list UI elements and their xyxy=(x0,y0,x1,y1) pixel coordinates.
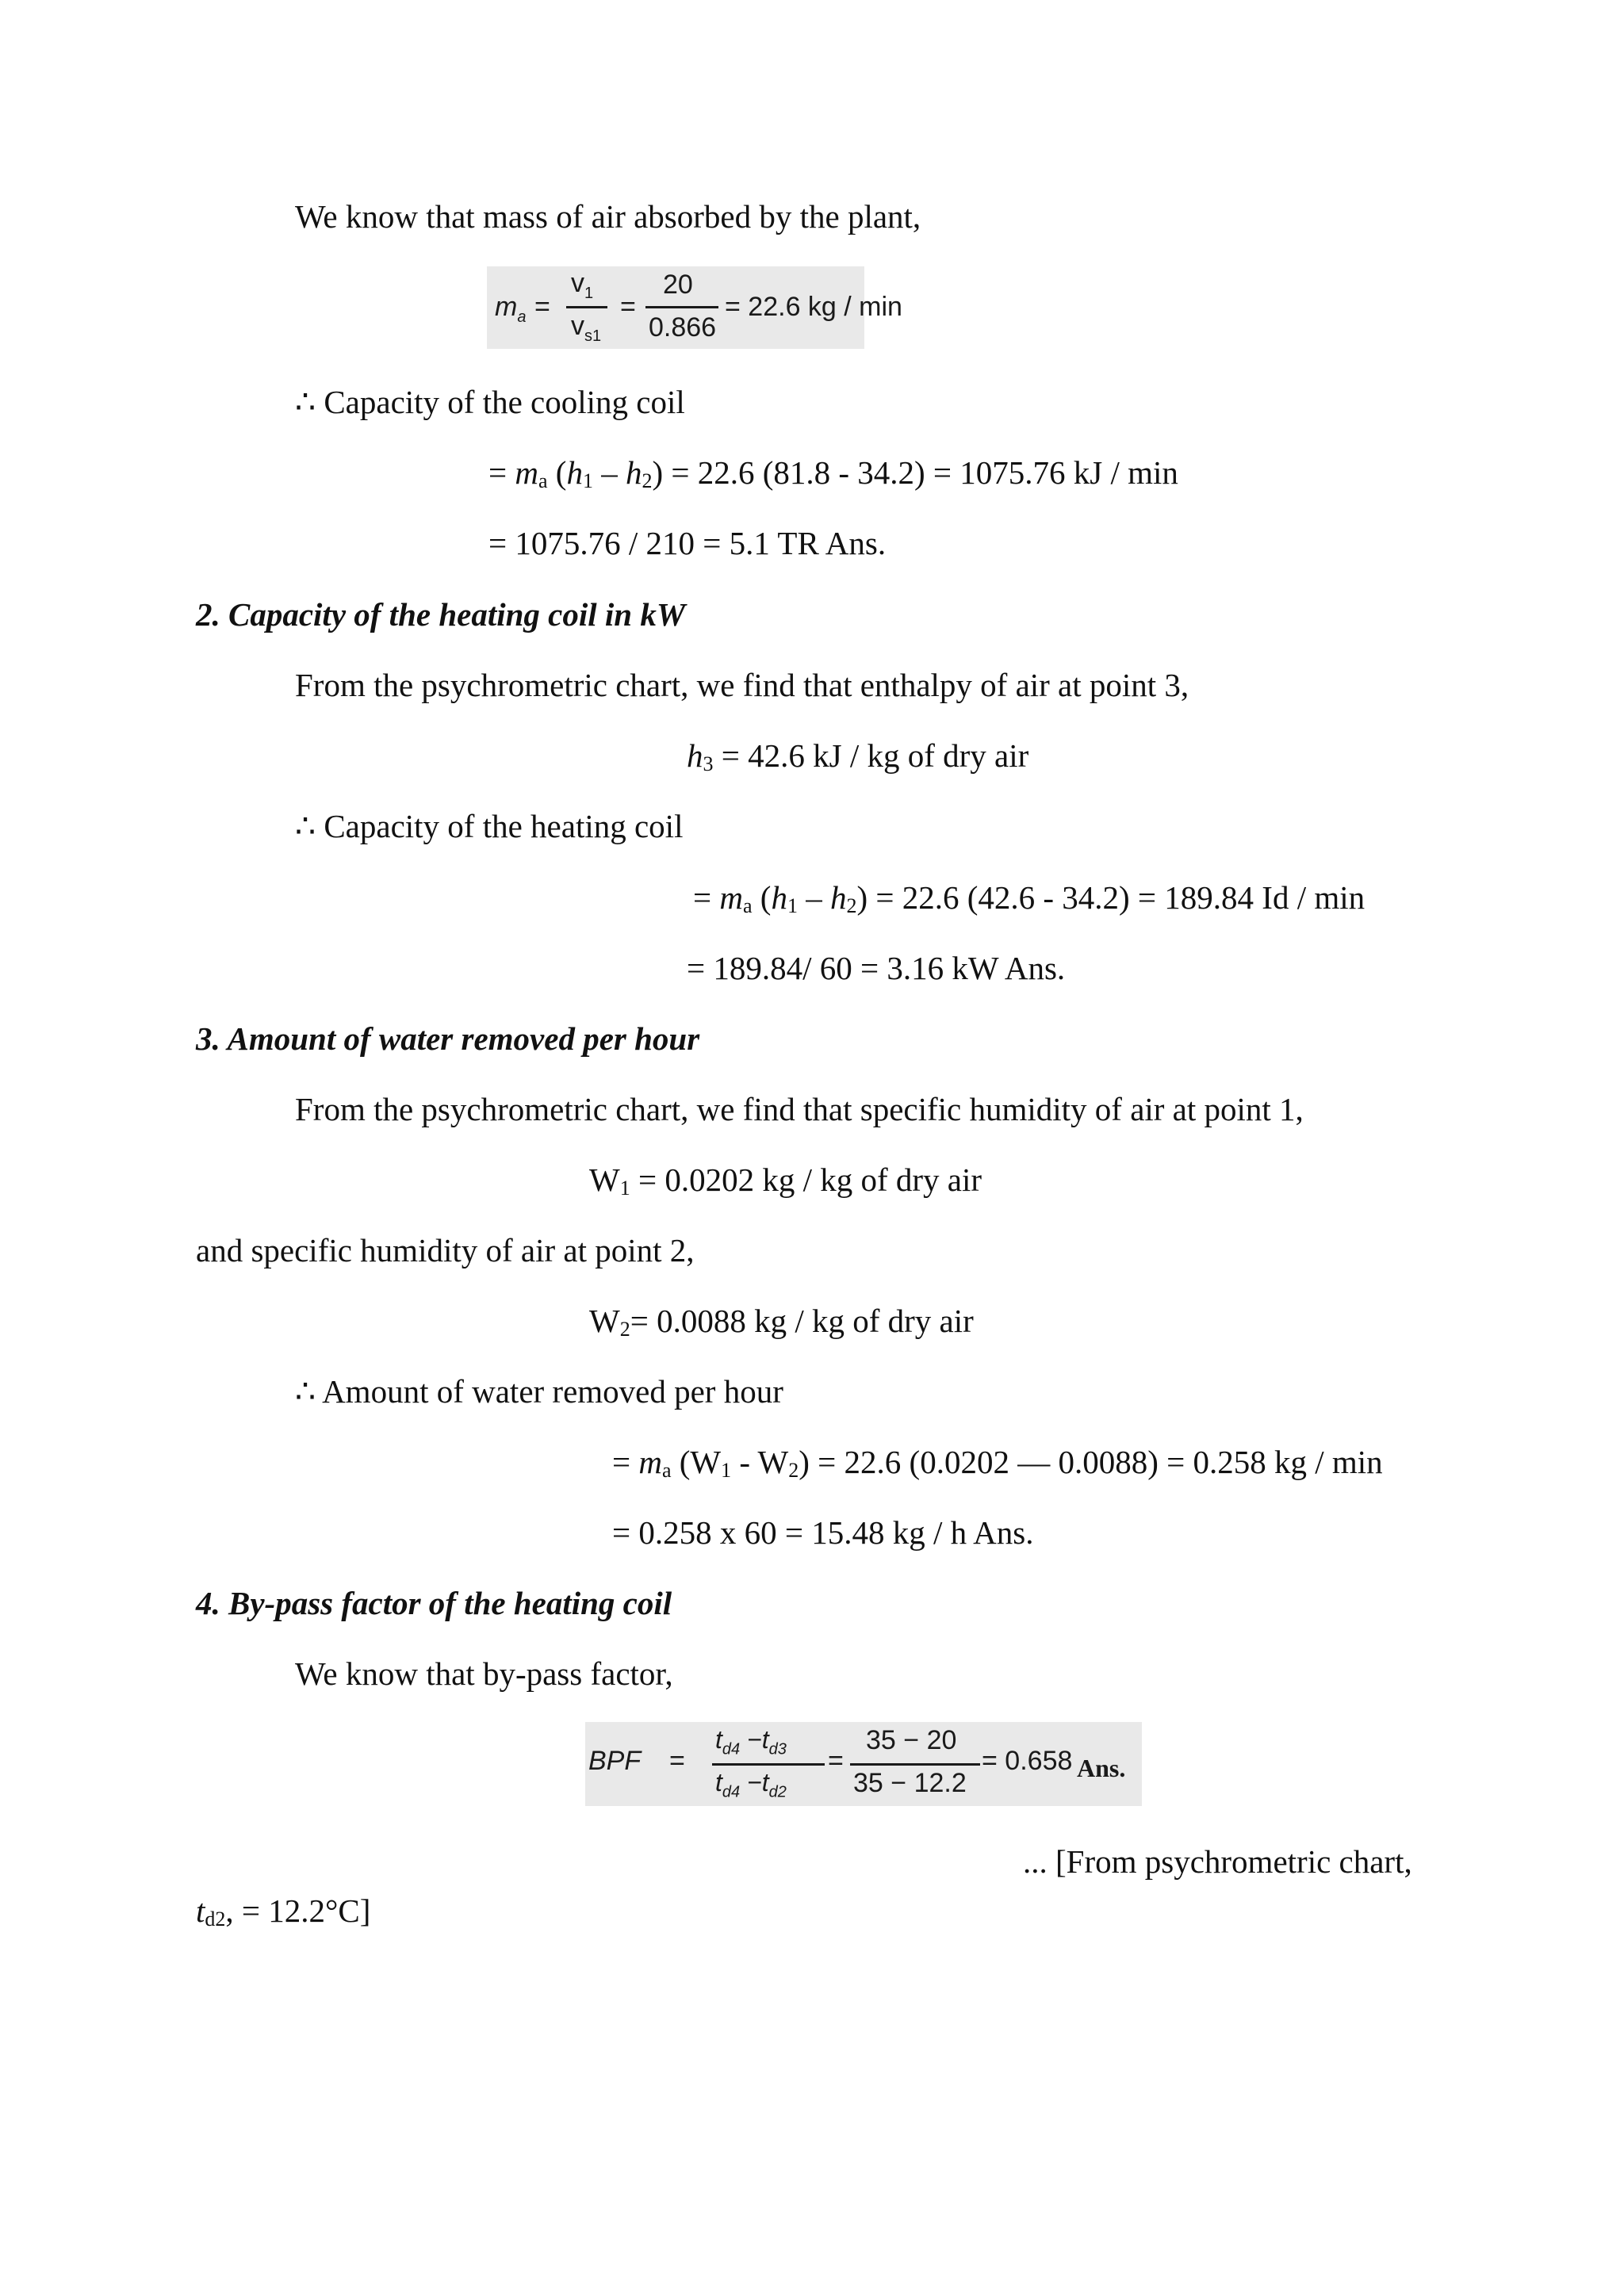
equation-mass-of-air xyxy=(487,266,902,349)
eq-mass-result: = 22.6 kg / min xyxy=(725,292,902,322)
eq-bpf-num-val: 35 − 20 xyxy=(866,1725,957,1755)
eq-bpf-ans: Ans. xyxy=(1077,1754,1126,1782)
text-w2-intro: and specific humidity of air at point 2, xyxy=(196,1232,695,1269)
eq-mass-fraction-bar-1 xyxy=(566,306,607,308)
eq-mass-num-sub: 1 xyxy=(584,284,594,302)
equation-water-1: = ma (W1 - W2) = 22.6 (0.0202 — 0.0088) = 0.258 kg / min xyxy=(612,1444,1383,1482)
eq-bpf-num: $t_{d4} -t_{d3}$ xyxy=(715,1725,787,1758)
text-bpf-intro: We know that by-pass factor, xyxy=(295,1655,673,1692)
equation-water-2: = 0.258 x 60 = 15.48 kg / h Ans. xyxy=(612,1514,1034,1551)
equation-h3: h3 = 42.6 kJ / kg of dry air xyxy=(687,737,1029,775)
eq-mass-equals: = xyxy=(534,292,550,322)
text-w1-intro: From the psychrometric chart, we find that specific humidity of air at point 1, xyxy=(295,1091,1304,1127)
eq-mass-den-val: 0.866 xyxy=(649,312,717,342)
equation-w2: W2= 0.0088 kg / kg of dry air xyxy=(589,1303,974,1341)
eq-mass-lhs: m xyxy=(495,292,518,322)
eq-mass-fraction-bar-2 xyxy=(645,306,718,308)
equation-cooling-1: = ma (h1 – h2) = 22.6 (81.8 - 34.2) = 1075.76 kJ / min xyxy=(488,454,1178,492)
eq-mass-equals-2: = xyxy=(620,292,636,322)
text-note-td2: td2, = 12.2°C] xyxy=(196,1892,371,1931)
eq-mass-den-sub: s1 xyxy=(584,327,602,345)
equation-cooling-2: = 1075.76 / 210 = 5.1 TR Ans. xyxy=(488,525,887,561)
eq-bpf-equals: = xyxy=(669,1746,685,1776)
text-water-label: ∴ Amount of water removed per hour xyxy=(295,1373,783,1410)
text-note-psychrometric: ... [From psychrometric chart, xyxy=(1023,1843,1412,1880)
eq-bpf-den: $t_{d4} -t_{d2}$ xyxy=(715,1768,787,1801)
eq-bpf-equals-2: = xyxy=(828,1746,844,1776)
eq-mass-lhs-sub: a xyxy=(517,308,527,326)
equation-heating-2: = 189.84/ 60 = 3.16 kW Ans. xyxy=(687,950,1066,986)
eq-bpf-den-val: 35 − 12.2 xyxy=(853,1768,967,1798)
eq-mass-num-sym: v xyxy=(571,268,584,298)
heading-bypass-factor: 4. By-pass factor of the heating coil xyxy=(196,1585,672,1621)
eq-mass-num-val: 20 xyxy=(663,270,693,300)
eq-mass-den-sym: v xyxy=(571,311,584,341)
eq-bpf-result: = 0.658 xyxy=(982,1746,1073,1776)
heading-heating-coil: 2. Capacity of the heating coil in kW xyxy=(196,596,686,633)
heading-water-removed: 3. Amount of water removed per hour xyxy=(196,1020,700,1057)
eq-bpf-fraction-bar-2 xyxy=(850,1763,980,1766)
equation-w1: W1 = 0.0202 kg / kg of dry air xyxy=(589,1161,982,1200)
text-cooling-label: ∴ Capacity of the cooling coil xyxy=(295,384,685,420)
text-intro-mass: We know that mass of air absorbed by the plant, xyxy=(295,198,921,235)
eq-bpf-lhs: BPF xyxy=(588,1746,642,1776)
text-heating-label: ∴ Capacity of the heating coil xyxy=(295,808,684,844)
equation-heating-1: = ma (h1 – h2) = 22.6 (42.6 - 34.2) = 189.84 Id / min xyxy=(693,879,1365,917)
eq-bpf-fraction-bar-1 xyxy=(712,1763,825,1766)
text-h3-intro: From the psychrometric chart, we find that enthalpy of air at point 3, xyxy=(295,667,1189,703)
equation-bypass-factor xyxy=(585,1722,1142,1806)
